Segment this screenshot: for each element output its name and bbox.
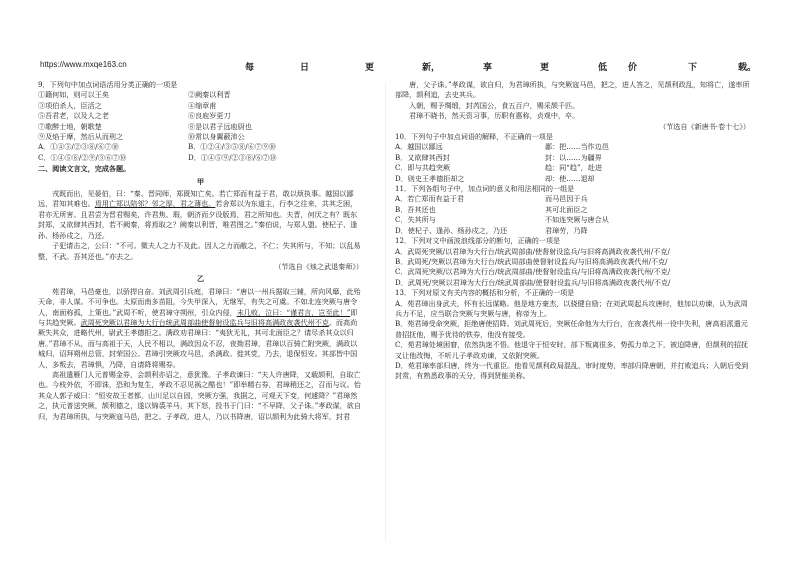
right-column [395, 80, 750, 382]
section-heading: 二、阅读文言文，完成各题。 [38, 164, 131, 174]
q9-options [38, 142, 363, 152]
option-pair: 而马邑因于兵 [545, 194, 588, 204]
header-word: 低 [598, 62, 608, 72]
q9-item: ①籍何如，则可以王矣 [38, 90, 109, 100]
q12-option-c[interactable]: C．武周死突厥/以君璋为大行台/统武周部曲/使督射设监兵/与旧将高满政夜袭代州/不克/ [395, 267, 671, 277]
header-word: 日 [300, 62, 310, 72]
q11-stem: 11．下列各组句子中，加点词的意义和用法相同的一组是 [395, 184, 575, 194]
option-gloss: 鄙：把……当作边邑 [545, 142, 609, 152]
option-text: A．若亡郑而有益于君 [395, 194, 464, 204]
passage-yi-cont: 唐，父子诛。”孝政谋，欲自归，为君璋所执，与突厥寇马邑，把之，进人答之，见颉利政乱，知将亡，遂率所部降，颉利追，去史其兵。 [395, 80, 750, 100]
q9-item: ⑩常以身翼蔽沛公 [188, 132, 245, 142]
q12-option-b[interactable]: B．武周死/突厥以君璋为大行台/统武周部曲使督射设监兵/与旧将高满政夜袭代州/不克/ [395, 256, 668, 266]
q11-option-c[interactable] [395, 215, 750, 225]
q10-option-a[interactable] [395, 142, 750, 152]
header-word: 更 [540, 62, 550, 72]
q11-option-b[interactable] [395, 205, 750, 215]
option-text: A．越国以鄙远 [395, 142, 443, 152]
passage-jia-para: 子犯请击之，公曰：“不可。微夫人之力不及此。因人之力而敝之，不仁；失其所与，不知；以乱易整，不武。吾其还也。”亦去之。 [38, 241, 361, 261]
passage-yi-para: 高祖遣雁门人元普赐金券，会颉利亦诏之，意犹豫。子孝政谏曰：“夫人许唐降，又载颉利，自取亡也。今枝外依，不即诛，恐和为复生，孝政不忍见祸之酷也！”即举精右券，君璋稍还之，召而与议。怡其众人郭子威曰：“恒安故王者都，山川足以自固，突厥方强，我据之，可观天下变，何遽降？”君璋然之，执元普送突厥，颉利德之，遂以锦裘羊马，其下怒，投书于门曰：“不早降，父子诛。”孝政谋，欲自归，为君璋所执，与突厥寇马邑，把之。子孝政，进人，乃以书降唐，诏以颉利为此骑大将军，封君 [38, 369, 361, 421]
header-word: 价 [628, 62, 638, 72]
q9-stem: 9．下列句中加点词语活用分类正确的一项是 [38, 80, 178, 89]
option-pair: 其可北面臣之 [545, 204, 588, 214]
text: 苑君璋，马邑豪也，以骄捍自奋。刘武周引兵庭，君璋曰：“唐以一州兵据取三辅，所向风靡，此殆天命，非人谋。不可争也。太原而南多苗阻，今失甲深入，无继军，有失之可虞。不如北连突厥与唐令人，南面称孤，上策也。”武周不听，使君璋守朔州，引众内侵， [38, 286, 361, 317]
header-word: 载。 [738, 62, 757, 72]
option-text: C．失其所与 [395, 215, 436, 225]
q12-option-a[interactable]: A．武周死突厥/以君璋为大行台/统武周部曲/使督射设监兵/与旧将高满政夜袭代州/不克/ [395, 246, 670, 256]
underlined-text: 焉用亡郑以陪邻？邻之厚，君之薄也。 [94, 199, 216, 209]
passage-jia-para [38, 189, 363, 241]
q9-item: ⑦歌醉士地，朝歌楚 [38, 121, 102, 131]
option-text: B．吾其还也 [395, 204, 436, 214]
text: 若舍郑以为东道主，行李之往来，共其乏困，君亦无所害。且君尝为晋君赐矣，许君焦、瑕，朝济而夕设版焉，君之所知也。夫晋，何厌之有？既东封郑，又欲肆其西封，若不阙秦，将焉取之？阙秦以利晋，唯君图之。”秦伯说，与郑人盟。使杞子、逢孙、杨孙戍之，乃还。 [38, 199, 358, 240]
underlined-text: 未几败，泣曰：“谨君言，岂至此！” [236, 307, 351, 317]
q9-item: ⑥良庖岁更刀 [188, 111, 231, 121]
q11-option-a[interactable] [395, 194, 750, 204]
option-text: C．即与共趋突厥 [395, 163, 451, 173]
header-word: 更 [365, 62, 375, 72]
q9-item-row [38, 101, 363, 111]
q10-option-d[interactable] [395, 174, 750, 184]
passage-yi-cont: 君璋不晓书，然天资习事，历职有惠称，贞观中，卒。 [409, 111, 580, 121]
option-text: D．使杞子、逢孙、杨孙戍之，乃还 [395, 225, 508, 235]
q9-option-b[interactable]: B．①②④/③⑤⑧/⑥⑦⑨⑩ [188, 142, 277, 152]
left-column [38, 80, 363, 422]
q13-stem: 13．下列对原文有关内容的概括和分析，不正确的一项是 [395, 288, 575, 298]
option-text: D．则史王孝德拒却之 [395, 173, 465, 183]
q13-option-a[interactable]: A．苑君璋出身武夫，怀有长远谋略。他是地方豪杰，以骁健自励；在刘武周起兵攻唐时，他加以劝谏，认为武周兵力不足，应当联合突厥与突厥与唐，称帝为上。 [395, 298, 748, 318]
q9-options [38, 153, 363, 163]
option-text: B．又欲肆其西封 [395, 152, 450, 162]
header-word: 享 [483, 62, 493, 72]
q13-option-b[interactable]: B．苑君璋受命突厥，拒绝唐使招降。刘武周死后，突厥任命他为大行台，在夜袭代州一役中失利，唐高祖派遣元普招抚他，赐予优待的铁券，他没有接受。 [395, 319, 748, 339]
passage-jia-title: 甲 [196, 176, 205, 186]
option-gloss: 趋：同“趋”，赴进 [545, 163, 602, 173]
q10-option-b[interactable] [395, 153, 750, 163]
q12-stem: 12．下列对文中画波浪线部分的断句，正确的一项是 [395, 236, 561, 246]
header-word: 下 [688, 62, 698, 72]
q13-option-d[interactable]: D．苑君璋率部归唐，终为一代重臣。他看见颉利政局混乱，审时度势，率部归降唐朝，并打败追兵；入朝后受到封赏，有熟悉政事的天分，得到贤能美称。 [395, 360, 749, 381]
passage-yi-cont: 入朝，赐予绸缎，封芮国公，食五百户，赐采颉千匹。 [409, 100, 580, 110]
q9-item-row [38, 111, 363, 121]
text: 即与共趋突厥。 [38, 307, 358, 327]
passage-yi-title: 乙 [196, 274, 205, 284]
q9-option-a[interactable]: A．①④⑤/②③⑧/⑥⑦⑩ [38, 142, 119, 152]
page-fold-divider [385, 82, 386, 542]
q12-option-d[interactable]: D．武周死/突厥以君璋为大行台/统武周部曲/使督射设监兵/与旧将高满政夜袭代州/不克/ [395, 277, 671, 287]
q9-item-row [38, 132, 363, 142]
text: 。而高尚厥失其众，进略代州，尉武王孝德拒之。满政劝君璋曰：“夷狄无礼，其可北面臣之？请尽杀其众以归唐。”君璋不从，而与高祖于天，人民不相以，满政因众不忍，夜拗君璋，君璋以百骑亡附突厥，满政以城归，诏拜朔州总管，封荣国公。君璋引突厥攻马邑，杀满政。徙其党，乃去，退保恒安。其部皆中国人，多叛去，君璋惧，乃降，自请降将赐券。 [38, 317, 358, 369]
q9-item: ⑤吾君老，以及人之老 [38, 111, 109, 121]
q9-option-c[interactable]: C．①④⑤⑧/②⑨/③⑥⑦⑩ [38, 152, 127, 162]
option-gloss: 封：以……为疆界 [545, 152, 602, 162]
wavy-underlined-text: 武周死突厥以君璋为大行台统武周部曲使督射设监兵与旧将高满政夜袭代州不克 [80, 317, 329, 327]
q10-stem: 10．下列句子中加点词语的解释，不正确的一项是 [395, 132, 553, 142]
header-word: 每 [245, 62, 255, 72]
option-pair: 君璋劳，乃降 [545, 225, 588, 235]
passage-yi-source: （节选自《新唐书·卷十七》） [659, 121, 750, 131]
text: 戎既而出，见晏伯，曰：“秦、晋同师，郑既知亡矣。若亡郑而有益于君，敢以烦执事。越国以鄙远，君知其难也。 [38, 189, 354, 209]
q13-option-c[interactable]: C．苑君璋处境困窘，依然执迷不悟。他退守于恒安时，部下叛离很多，势孤力单之下，被迫降唐，但颉利的招抚又让他改悔，不听儿子孝政劝谏，又依附突厥。 [395, 340, 749, 360]
q9-item: ⑧是以君子远庖厨也 [188, 121, 252, 131]
passage-yi-para [38, 287, 363, 370]
passage-jia-source: （节选自《烛之武退秦师》） [274, 261, 363, 271]
q10-option-c[interactable] [395, 163, 750, 173]
q9-item: ④缩章甫 [188, 100, 217, 110]
q9-item-row [38, 90, 363, 100]
q9-item: ③项伯杀人，臣活之 [38, 100, 102, 110]
q9-item: ②阙秦以利晋 [188, 90, 231, 100]
q9-option-d[interactable]: D．①④⑤⑨/②③⑧/⑥⑦⑩ [188, 152, 277, 162]
option-pair: 不如连突厥与唐合从 [545, 215, 609, 225]
q11-option-d[interactable] [395, 226, 750, 236]
q9-item: ⑨及焰于摩，然后从而刑之 [38, 132, 124, 142]
q9-item-row [38, 122, 363, 132]
option-gloss: 却：使……退却 [545, 173, 595, 183]
header-word: 新， [422, 62, 441, 72]
header-url: https://www.mxqe163.cn [40, 60, 127, 69]
page-header [0, 60, 794, 74]
